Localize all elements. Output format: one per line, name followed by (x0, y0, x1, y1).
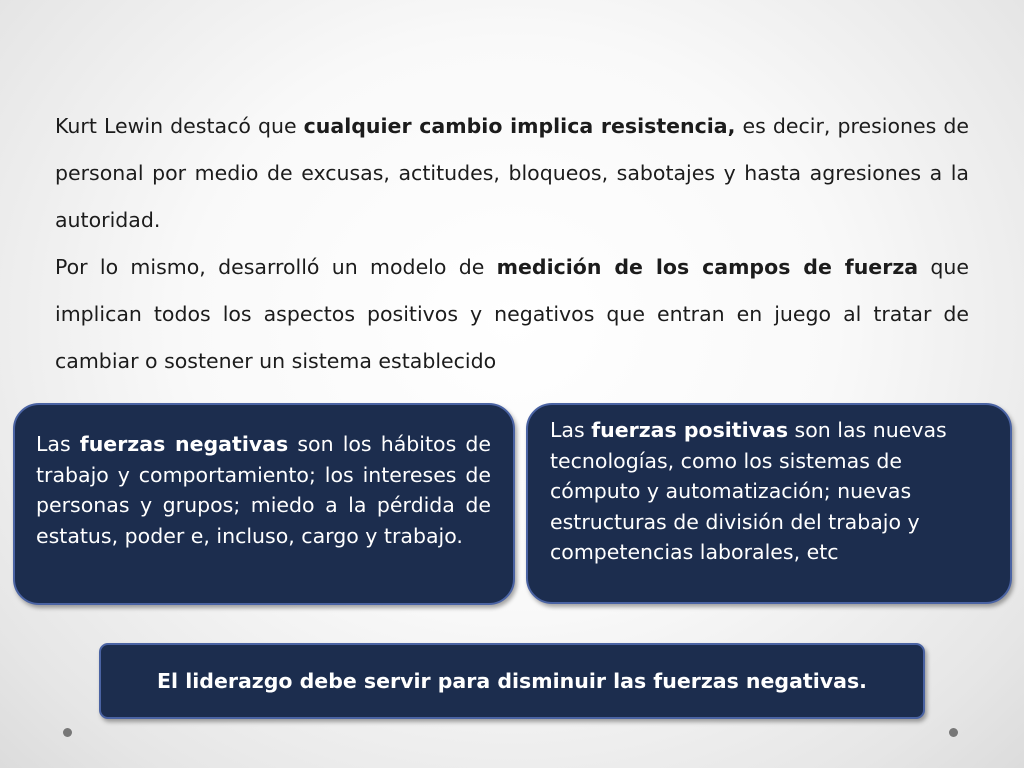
positive-box-emphasis: fuerzas positivas (591, 418, 789, 442)
intro-p1-text: Kurt Lewin destacó que (55, 114, 304, 138)
intro-p2-text-end: que implican todos los aspectos positivos y negativos que entran en juego al tratar de cambiar o sostener un sistema establecido (55, 255, 970, 373)
decorative-dot-right (949, 728, 958, 737)
intro-p1-text-end: es decir, presiones de personal por medio de excusas, actitudes, bloqueos, sabotajes y hasta agresiones a la autoridad. (55, 114, 969, 232)
positive-box-text: Las (550, 418, 592, 442)
negative-box-text-end: son los hábitos de trabajo y comportamiento; los intereses de personas y grupos; miedo a la pérdida de estatus, poder e, incluso, cargo y trabajo. (36, 432, 491, 548)
positive-box-text-end: son las nuevas tecnologías, como los sistemas de cómputo y automatización; nuevas estructuras de división del trabajo y competencias laborales, etc (550, 418, 947, 564)
intro-paragraph-1 (55, 103, 969, 244)
intro-p2-emphasis: medición de los campos de fuerza (496, 255, 919, 279)
decorative-dot-left (63, 728, 72, 737)
negative-forces-box (13, 403, 515, 605)
intro-paragraph-2 (55, 244, 969, 385)
positive-forces-box (526, 403, 1012, 604)
negative-box-emphasis: fuerzas negativas (79, 432, 289, 456)
intro-p1-emphasis: cualquier cambio implica resistencia, (303, 114, 736, 138)
intro-p2-text: Por lo mismo, desarrolló un modelo de (55, 255, 497, 279)
leadership-text: El liderazgo debe servir para disminuir las fuerzas negativas. (157, 669, 867, 693)
intro-text (55, 103, 969, 385)
negative-box-text: Las (36, 432, 80, 456)
leadership-box (99, 643, 925, 719)
